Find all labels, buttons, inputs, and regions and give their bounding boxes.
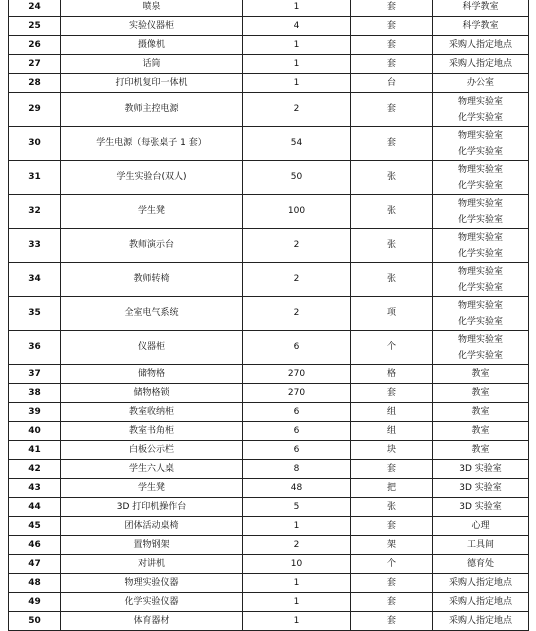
quantity-cell: 1 [243, 517, 351, 536]
table-row [9, 593, 529, 612]
unit-cell: 组 [351, 422, 433, 441]
quantity-cell: 1 [243, 36, 351, 55]
location-line: 办公室 [466, 78, 494, 88]
unit-cell: 套 [351, 0, 433, 17]
table-row [9, 127, 529, 161]
quantity-cell: 1 [243, 612, 351, 631]
location-line: 化学实验室 [457, 248, 503, 259]
row-number-cell: 49 [9, 593, 61, 612]
unit-cell: 套 [351, 384, 433, 403]
location-cell [433, 0, 529, 17]
location-line: 物理实验室 [457, 266, 503, 277]
location-cell [433, 403, 529, 422]
item-name-cell: 体育器材 [61, 612, 243, 631]
item-name-cell: 话筒 [61, 55, 243, 74]
row-number-cell: 43 [9, 479, 61, 498]
quantity-cell: 1 [243, 55, 351, 74]
location-line: 德育处 [466, 559, 494, 569]
item-name-cell: 实验仪器柜 [61, 17, 243, 36]
quantity-cell: 50 [243, 161, 351, 195]
row-number-cell: 33 [9, 229, 61, 263]
item-name-cell: 储物格锁 [61, 384, 243, 403]
location-cell [433, 36, 529, 55]
unit-cell: 套 [351, 612, 433, 631]
location-line: 物理实验室 [457, 130, 503, 141]
row-number-cell: 42 [9, 460, 61, 479]
item-name-cell: 学生实验台(双人) [61, 161, 243, 195]
item-name-cell: 全室电气系统 [61, 297, 243, 331]
location-cell [433, 55, 529, 74]
table-row [9, 498, 529, 517]
row-number-cell: 24 [9, 0, 61, 17]
table-row [9, 0, 529, 17]
table-row [9, 195, 529, 229]
location-cell [433, 263, 529, 297]
quantity-cell: 1 [243, 74, 351, 93]
table-row [9, 479, 529, 498]
quantity-cell: 2 [243, 93, 351, 127]
item-name-cell: 打印机复印一体机 [61, 74, 243, 93]
unit-cell: 架 [351, 536, 433, 555]
item-name-cell: 学生六人桌 [61, 460, 243, 479]
quantity-cell: 6 [243, 331, 351, 365]
location-cell [433, 479, 529, 498]
location-cell [433, 574, 529, 593]
table-row [9, 55, 529, 74]
table-row [9, 403, 529, 422]
item-name-cell: 学生凳 [61, 195, 243, 229]
quantity-cell: 6 [243, 403, 351, 422]
unit-cell: 套 [351, 36, 433, 55]
quantity-cell: 5 [243, 498, 351, 517]
unit-cell: 项 [351, 297, 433, 331]
table-row [9, 555, 529, 574]
unit-cell: 套 [351, 517, 433, 536]
quantity-cell: 4 [243, 17, 351, 36]
location-line: 化学实验室 [457, 112, 503, 123]
row-number-cell: 40 [9, 422, 61, 441]
item-name-cell: 教师转椅 [61, 263, 243, 297]
table-body [9, 0, 529, 631]
row-number-cell: 44 [9, 498, 61, 517]
location-cell [433, 384, 529, 403]
location-line: 教室 [471, 445, 490, 455]
table-row [9, 17, 529, 36]
location-cell [433, 195, 529, 229]
row-number-cell: 31 [9, 161, 61, 195]
item-name-cell: 摄像机 [61, 36, 243, 55]
location-cell [433, 536, 529, 555]
table-row [9, 161, 529, 195]
table-row [9, 93, 529, 127]
row-number-cell: 25 [9, 17, 61, 36]
location-cell [433, 441, 529, 460]
quantity-cell: 1 [243, 593, 351, 612]
item-name-cell: 学生电源（每张桌子 1 套） [61, 127, 243, 161]
unit-cell: 套 [351, 460, 433, 479]
item-name-cell: 仪器柜 [61, 331, 243, 365]
location-line: 科学教室 [462, 21, 499, 31]
location-line: 物理实验室 [457, 198, 503, 209]
quantity-cell: 270 [243, 384, 351, 403]
quantity-cell: 6 [243, 422, 351, 441]
location-line: 化学实验室 [457, 316, 503, 327]
equipment-table [8, 0, 529, 631]
item-name-cell: 物理实验仪器 [61, 574, 243, 593]
quantity-cell: 1 [243, 0, 351, 17]
item-name-cell: 教室书角柜 [61, 422, 243, 441]
row-number-cell: 30 [9, 127, 61, 161]
quantity-cell: 2 [243, 297, 351, 331]
table-row [9, 365, 529, 384]
location-line: 化学实验室 [457, 350, 503, 361]
location-line: 采购人指定地点 [448, 40, 512, 50]
item-name-cell: 教师演示台 [61, 229, 243, 263]
location-line: 采购人指定地点 [448, 59, 512, 69]
table-row [9, 36, 529, 55]
row-number-cell: 38 [9, 384, 61, 403]
table-row [9, 331, 529, 365]
row-number-cell: 32 [9, 195, 61, 229]
location-line: 心理 [471, 521, 490, 531]
table-row [9, 422, 529, 441]
unit-cell: 张 [351, 263, 433, 297]
unit-cell: 套 [351, 127, 433, 161]
location-cell [433, 331, 529, 365]
row-number-cell: 35 [9, 297, 61, 331]
location-cell [433, 229, 529, 263]
row-number-cell: 36 [9, 331, 61, 365]
row-number-cell: 41 [9, 441, 61, 460]
item-name-cell: 储物格 [61, 365, 243, 384]
location-line: 工具间 [466, 540, 494, 550]
location-line: 化学实验室 [457, 146, 503, 157]
location-cell [433, 127, 529, 161]
quantity-cell: 48 [243, 479, 351, 498]
unit-cell: 张 [351, 498, 433, 517]
unit-cell: 个 [351, 331, 433, 365]
unit-cell: 套 [351, 574, 433, 593]
location-line: 物理实验室 [457, 164, 503, 175]
quantity-cell: 1 [243, 574, 351, 593]
location-cell [433, 612, 529, 631]
table-row [9, 574, 529, 593]
location-line: 物理实验室 [457, 232, 503, 243]
location-line: 化学实验室 [457, 282, 503, 293]
unit-cell: 套 [351, 17, 433, 36]
quantity-cell: 8 [243, 460, 351, 479]
item-name-cell: 教室收纳柜 [61, 403, 243, 422]
item-name-cell: 置物钢架 [61, 536, 243, 555]
row-number-cell: 37 [9, 365, 61, 384]
item-name-cell: 喷泉 [61, 0, 243, 17]
location-line: 采购人指定地点 [448, 578, 512, 588]
location-line: 物理实验室 [457, 300, 503, 311]
quantity-cell: 2 [243, 229, 351, 263]
location-line: 3D 实验室 [459, 464, 502, 474]
unit-cell: 组 [351, 403, 433, 422]
location-line: 采购人指定地点 [448, 597, 512, 607]
location-line: 3D 实验室 [459, 502, 502, 512]
unit-cell: 套 [351, 55, 433, 74]
item-name-cell: 对讲机 [61, 555, 243, 574]
location-cell [433, 297, 529, 331]
unit-cell: 格 [351, 365, 433, 384]
location-cell [433, 555, 529, 574]
quantity-cell: 270 [243, 365, 351, 384]
quantity-cell: 2 [243, 263, 351, 297]
row-number-cell: 50 [9, 612, 61, 631]
item-name-cell: 白板公示栏 [61, 441, 243, 460]
table-row [9, 441, 529, 460]
location-line: 教室 [471, 388, 490, 398]
unit-cell: 张 [351, 161, 433, 195]
table-row [9, 460, 529, 479]
location-cell [433, 517, 529, 536]
unit-cell: 张 [351, 229, 433, 263]
quantity-cell: 10 [243, 555, 351, 574]
unit-cell: 张 [351, 195, 433, 229]
table-row [9, 74, 529, 93]
location-line: 3D 实验室 [459, 483, 502, 493]
row-number-cell: 29 [9, 93, 61, 127]
row-number-cell: 34 [9, 263, 61, 297]
unit-cell: 台 [351, 74, 433, 93]
row-number-cell: 47 [9, 555, 61, 574]
location-line: 科学教室 [462, 2, 499, 12]
location-cell [433, 593, 529, 612]
location-line: 教室 [471, 407, 490, 417]
unit-cell: 套 [351, 593, 433, 612]
location-cell [433, 460, 529, 479]
location-cell [433, 422, 529, 441]
location-cell [433, 498, 529, 517]
location-line: 化学实验室 [457, 180, 503, 191]
location-line: 教室 [471, 369, 490, 379]
row-number-cell: 45 [9, 517, 61, 536]
item-name-cell: 教师主控电源 [61, 93, 243, 127]
location-line: 物理实验室 [457, 334, 503, 345]
table-row [9, 536, 529, 555]
location-line: 化学实验室 [457, 214, 503, 225]
location-line: 教室 [471, 426, 490, 436]
quantity-cell: 100 [243, 195, 351, 229]
quantity-cell: 54 [243, 127, 351, 161]
item-name-cell: 团体活动桌椅 [61, 517, 243, 536]
row-number-cell: 48 [9, 574, 61, 593]
location-line: 采购人指定地点 [448, 616, 512, 626]
row-number-cell: 27 [9, 55, 61, 74]
quantity-cell: 6 [243, 441, 351, 460]
table-row [9, 517, 529, 536]
location-cell [433, 74, 529, 93]
table-row [9, 297, 529, 331]
row-number-cell: 28 [9, 74, 61, 93]
location-cell [433, 365, 529, 384]
location-cell [433, 17, 529, 36]
row-number-cell: 39 [9, 403, 61, 422]
unit-cell: 个 [351, 555, 433, 574]
quantity-cell: 2 [243, 536, 351, 555]
location-line: 物理实验室 [457, 96, 503, 107]
location-cell [433, 93, 529, 127]
table-row [9, 384, 529, 403]
table-row [9, 263, 529, 297]
item-name-cell: 化学实验仪器 [61, 593, 243, 612]
table-row [9, 612, 529, 631]
item-name-cell: 学生凳 [61, 479, 243, 498]
table-row [9, 229, 529, 263]
unit-cell: 套 [351, 93, 433, 127]
unit-cell: 把 [351, 479, 433, 498]
location-cell [433, 161, 529, 195]
row-number-cell: 26 [9, 36, 61, 55]
row-number-cell: 46 [9, 536, 61, 555]
item-name-cell: 3D 打印机操作台 [61, 498, 243, 517]
unit-cell: 块 [351, 441, 433, 460]
